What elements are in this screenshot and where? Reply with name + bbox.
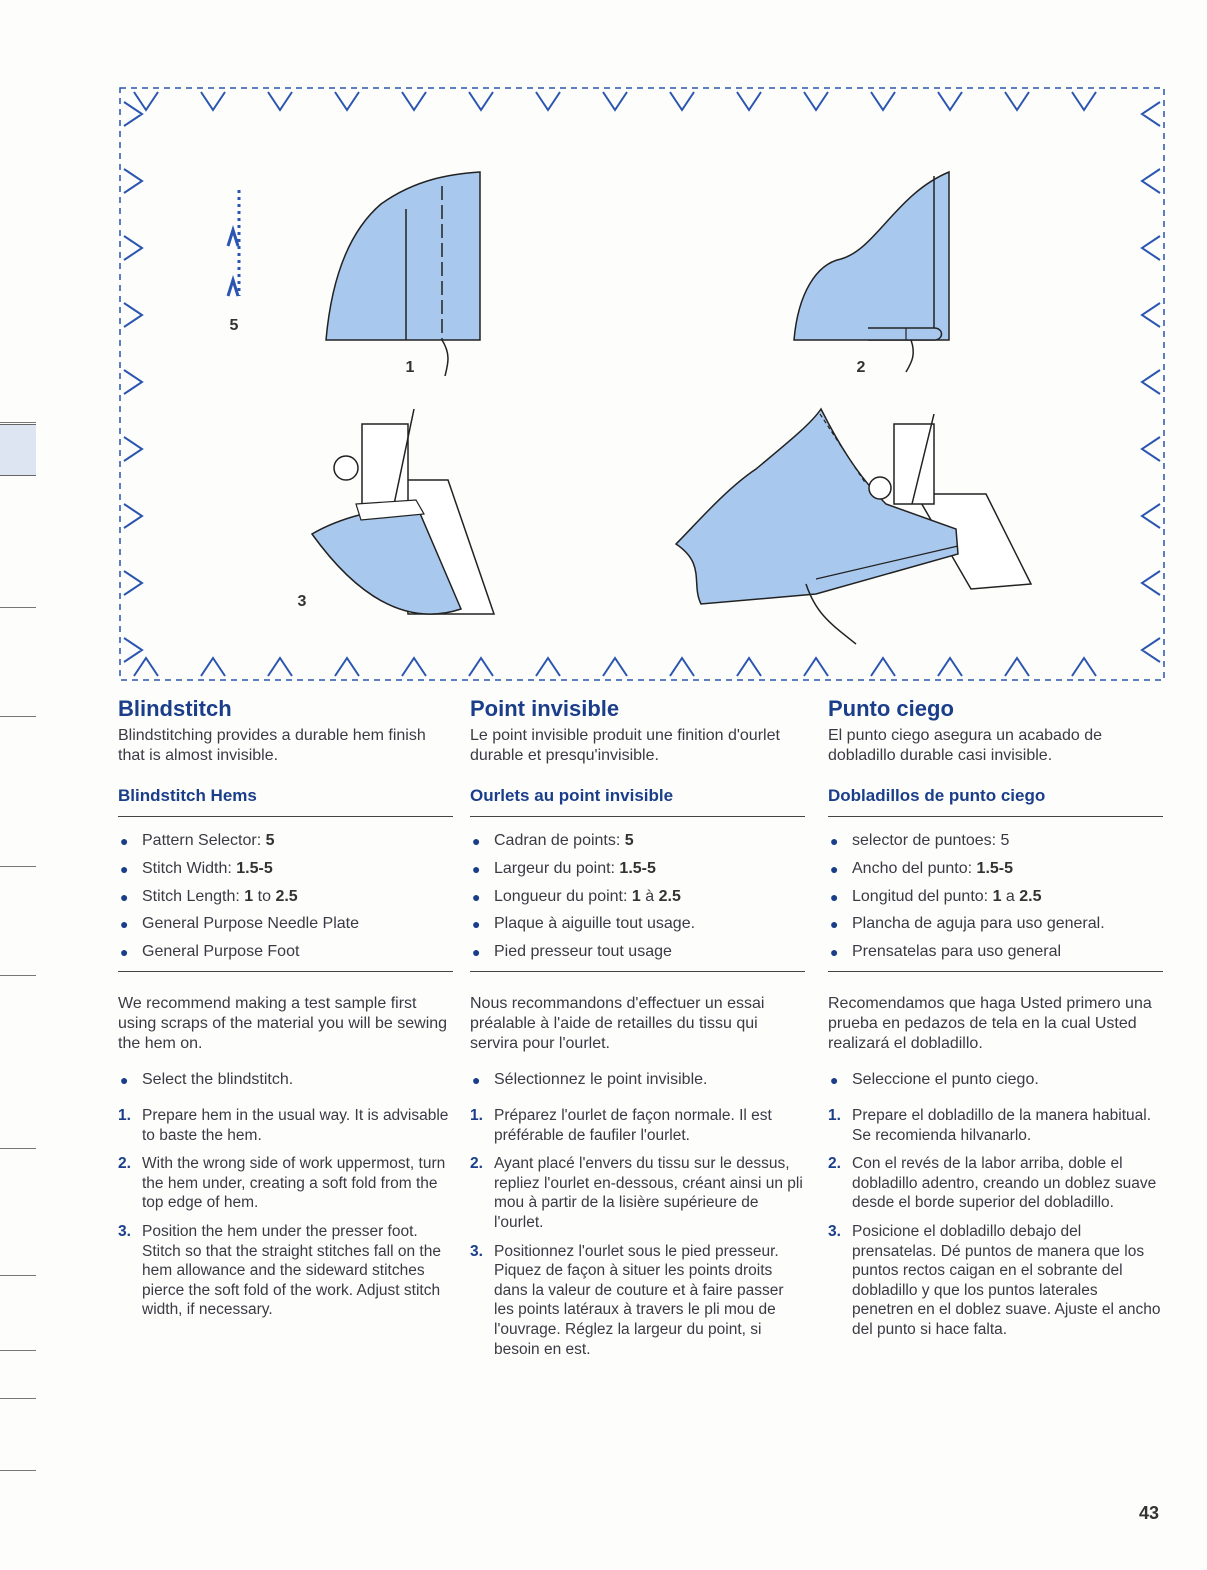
divider xyxy=(828,971,1163,972)
pattern-symbol-icon xyxy=(228,190,239,296)
fabric-fold-figure-1 xyxy=(326,172,480,376)
bullet-icon: ● xyxy=(120,860,129,877)
spanish-select: ● Seleccione el punto ciego. xyxy=(830,1071,1039,1088)
french-subtitle: Ourlets au point invisible xyxy=(470,786,674,805)
setting-stitch-length: ● Longueur du point: 1 à 2.5 xyxy=(472,887,681,905)
bullet-icon: ● xyxy=(472,944,481,961)
page-number: 43 xyxy=(1139,1503,1160,1523)
english-column xyxy=(118,696,453,1329)
margin-tick xyxy=(0,1470,36,1471)
bullet-icon: ● xyxy=(830,833,839,849)
setting-foot: ● General Purpose Foot xyxy=(120,943,300,961)
spanish-column xyxy=(828,696,1163,1349)
section-tab xyxy=(0,424,36,476)
spanish-recommend: Recomendamos que haga Usted primero una prueba en pedazos de tela en la cual Usted realizará el dobladillo. xyxy=(828,995,1152,1052)
bullet-icon: ● xyxy=(830,888,839,905)
step-item: 2. With the wrong side of work uppermost, turn the hem under, creating a soft fold from the top edge of hem. xyxy=(118,1155,446,1212)
margin-tick xyxy=(0,607,36,608)
english-subtitle: Blindstitch Hems xyxy=(118,786,257,805)
step-item: 3. Posicione el dobladillo debajo del prensatelas. Dé puntos de manera que los puntos rectos caigan en el sobrante del dobladillo y que los puntos laterales penetren en el doblez suave. Ajuste el ancho del punto si hace falta. xyxy=(828,1222,1161,1338)
margin-tick xyxy=(0,1148,36,1149)
french-intro: Le point invisible produit une finition d'ourlet durable et presqu'invisible. xyxy=(470,727,780,764)
margin-tick xyxy=(0,1350,36,1351)
spanish-steps xyxy=(828,1106,1163,1340)
setting-stitch-width: ● Stitch Width: 1.5-5 xyxy=(120,859,273,877)
step-item: 1. Préparez l'ourlet de façon normale. Il est préférable de faufiler l'ourlet. xyxy=(470,1107,772,1144)
french-column xyxy=(470,696,805,1368)
bullet-icon: ● xyxy=(120,1072,129,1088)
presser-foot-figure-3 xyxy=(312,409,494,614)
bullet-icon: ● xyxy=(830,1072,839,1088)
bullet-icon: ● xyxy=(472,888,481,905)
divider xyxy=(118,971,453,972)
spanish-settings-list xyxy=(828,817,1163,971)
bullet-icon: ● xyxy=(830,944,839,961)
bullet-icon: ● xyxy=(472,1072,481,1088)
margin-tick xyxy=(0,1398,36,1399)
english-title: Blindstitch xyxy=(118,696,232,721)
french-select: ● Sélectionnez le point invisible. xyxy=(472,1071,708,1088)
bullet-icon: ● xyxy=(830,860,839,877)
english-select: ● Select the blindstitch. xyxy=(120,1071,294,1088)
setting-pattern-selector: ● selector de puntoes: 5 xyxy=(830,832,1010,849)
setting-pattern-selector: ● Cadran de points: 5 xyxy=(472,832,634,849)
setting-stitch-length: ● Stitch Length: 1 to 2.5 xyxy=(120,887,298,905)
setting-stitch-width: ● Largeur du point: 1.5-5 xyxy=(472,859,656,877)
french-steps xyxy=(470,1106,805,1359)
setting-needle-plate: ● Plancha de aguja para uso general. xyxy=(830,915,1105,933)
margin-tick xyxy=(0,1275,36,1276)
step-item: 2. Ayant placé l'envers du tissu sur le dessus, repliez l'ourlet en-dessous, créant ainsi un pli mou à partir de la lisière supérieure de l'ourlet. xyxy=(470,1155,803,1231)
english-steps xyxy=(118,1106,453,1320)
margin-tick xyxy=(0,975,36,976)
step-item: 2. Con el revés de la labor arriba, doble el dobladillo adentro, creando un doblez suave desde el borde superior del dobladillo. xyxy=(828,1155,1157,1212)
spanish-subtitle: Dobladillos de punto ciego xyxy=(828,786,1046,805)
fabric-fold-figure-2 xyxy=(794,172,949,372)
figure-1-label: 1 xyxy=(405,359,415,376)
bullet-icon: ● xyxy=(120,944,129,961)
setting-stitch-length: ● Longitud del punto: 1 a 2.5 xyxy=(830,887,1042,905)
bullet-icon: ● xyxy=(472,860,481,877)
pattern-number-label: 5 xyxy=(229,317,239,334)
step-item: 3. Position the hem under the presser foot. Stitch so that the straight stitches fall on the hem allowance and the sideward stitches pierce the soft fold of the work. Adjust stitch width, if necessary. xyxy=(118,1222,441,1319)
bullet-icon: ● xyxy=(120,833,129,849)
step-item: 1. Prepare hem in the usual way. It is advisable to baste the hem. xyxy=(118,1107,449,1144)
french-title: Point invisible xyxy=(470,696,620,721)
figure-2-label: 2 xyxy=(856,359,866,376)
setting-needle-plate: ● General Purpose Needle Plate xyxy=(120,915,360,933)
step-item: 1. Prepare el dobladillo de la manera habitual. Se recomienda hilvanarlo. xyxy=(828,1107,1152,1144)
divider xyxy=(470,971,805,972)
step-item: 3. Positionnez l'ourlet sous le pied presseur. Piquez de façon à situer les points droits dans la valeur de couture et à faire passer les points latéraux à travers le pli mou de l'ouvrage. Réglez la largeur du point, si besoin en est. xyxy=(470,1242,784,1358)
bullet-icon: ● xyxy=(830,916,839,933)
setting-needle-plate: ● Plaque à aiguille tout usage. xyxy=(472,915,696,933)
spanish-intro: El punto ciego asegura un acabado de dobladillo durable casi invisible. xyxy=(828,727,1102,764)
french-recommend: Nous recommandons d'effectuer un essai préalable à l'aide de retailles du tissu qui servira pour l'ourlet. xyxy=(470,995,765,1052)
spanish-title: Punto ciego xyxy=(828,696,954,721)
setting-pattern-selector: ● Pattern Selector: 5 xyxy=(120,832,275,849)
english-recommend: We recommend making a test sample first using scraps of the material you will be sewing the hem on. xyxy=(118,995,448,1052)
figure-3-label: 3 xyxy=(297,593,307,610)
english-intro: Blindstitching provides a durable hem finish that is almost invisible. xyxy=(118,727,426,764)
margin-tick xyxy=(0,866,36,867)
bullet-icon: ● xyxy=(120,916,129,933)
bullet-icon: ● xyxy=(120,888,129,905)
bullet-icon: ● xyxy=(472,916,481,933)
blindstitch-illustration xyxy=(116,84,1168,684)
margin-tick xyxy=(0,422,36,423)
margin-tick xyxy=(0,716,36,717)
french-settings-list xyxy=(470,817,805,971)
setting-foot: ● Pied presseur tout usage xyxy=(472,943,672,961)
english-settings-list xyxy=(118,817,453,971)
blindstitch-border xyxy=(120,88,1164,680)
setting-stitch-width: ● Ancho del punto: 1.5-5 xyxy=(830,859,1014,877)
setting-foot: ● Prensatelas para uso general xyxy=(830,943,1062,961)
bullet-icon: ● xyxy=(472,833,481,849)
garment-hem-figure xyxy=(676,409,1031,644)
